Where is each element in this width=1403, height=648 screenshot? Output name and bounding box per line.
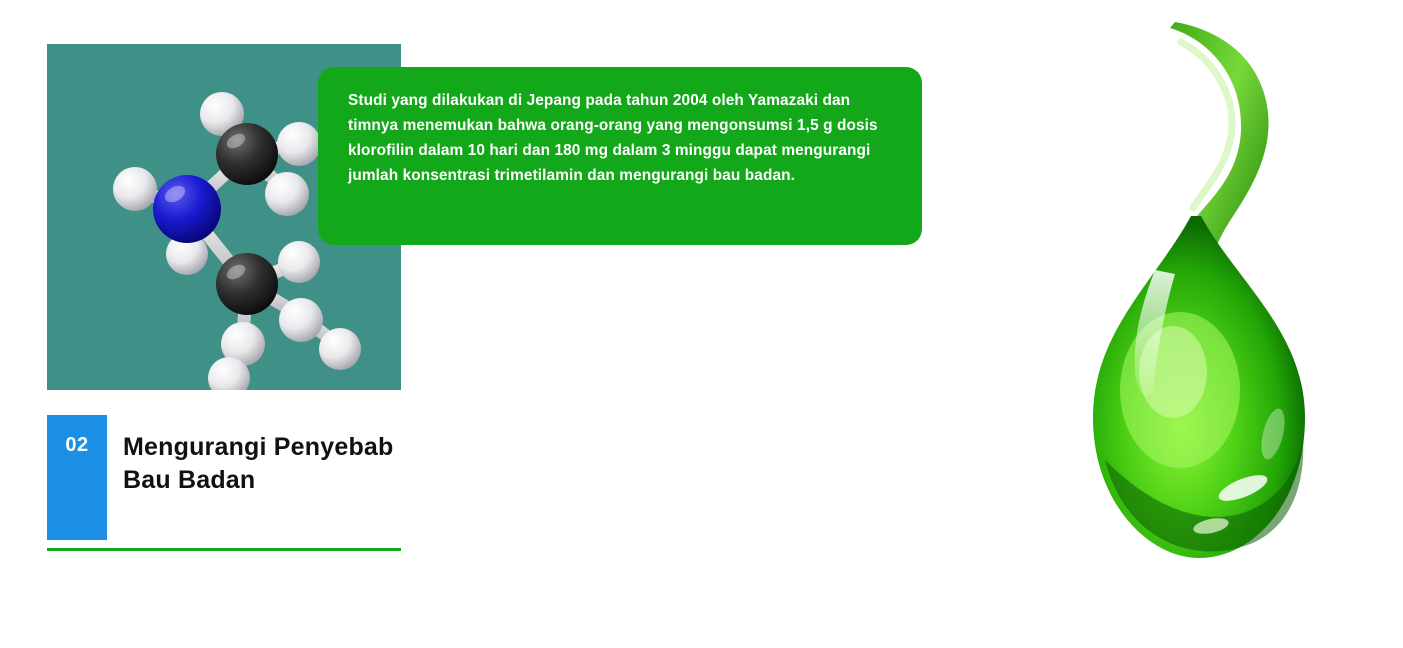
section-heading-block [47, 415, 401, 550]
section-number-chip: 02 [47, 415, 107, 540]
callout-text: Studi yang dilakukan di Jepang pada tahun 2004 oleh Yamazaki dan timnya menemukan bahwa orang-orang yang mengonsumsi 1,5 g dosis klorofilin dalam 10 hari dan 180 mg dalam 3 minggu dapat mengurangi jumlah konsentrasi trimetilamin dan mengurangi bau badan. [348, 92, 878, 184]
page-title: Mengurangi Penyebab Bau Badan [123, 433, 394, 494]
callout-box [318, 67, 922, 245]
droplet-image [1005, 20, 1380, 630]
green-chlorophyll-droplet-photo [1005, 20, 1380, 630]
section-divider [47, 548, 401, 551]
